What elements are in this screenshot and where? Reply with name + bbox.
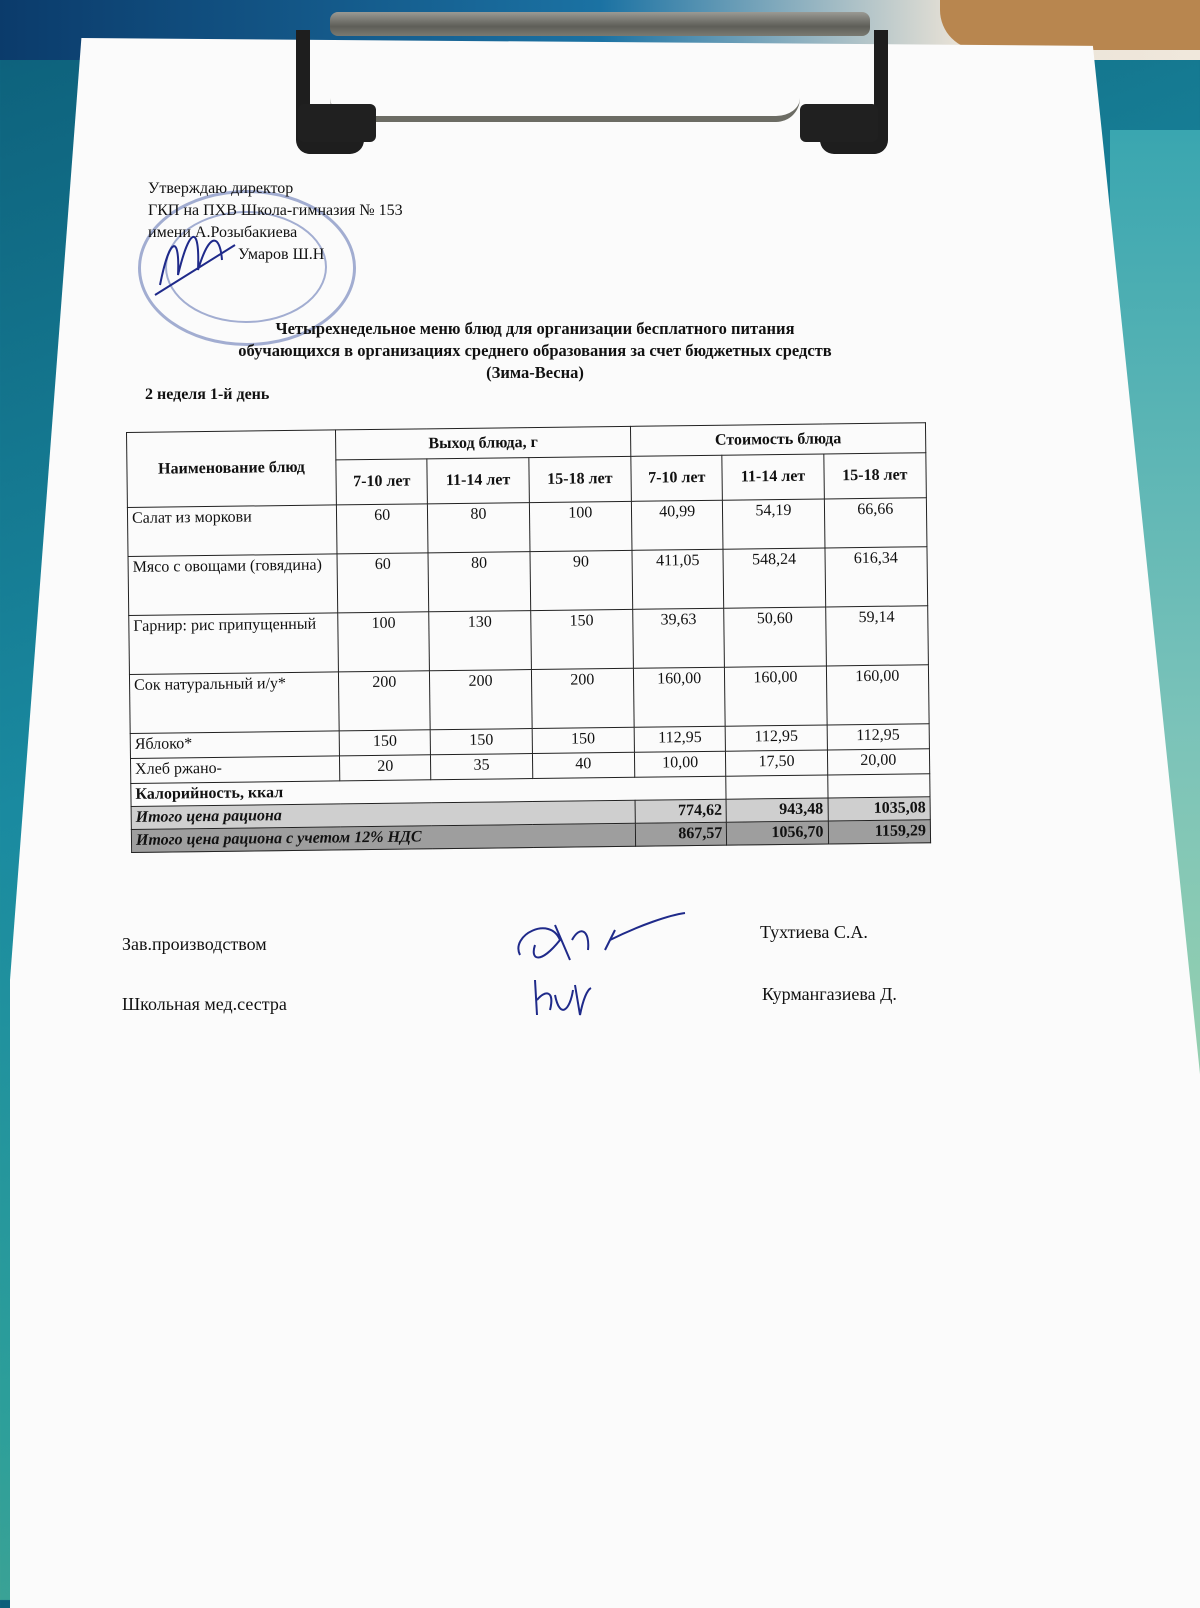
table-row [129,606,929,675]
output-15-18: 100 [529,501,632,551]
output-15-18: 90 [530,550,633,610]
total-vat-15-18: 1159,29 [828,820,931,844]
name-production-head: Тухтиева С.А. [760,922,868,942]
cost-7-10: 160,00 [633,667,725,727]
cost-15-18: 66,66 [824,498,927,548]
output-7-10: 20 [339,755,431,781]
output-11-14: 80 [428,503,530,553]
cost-15-18: 160,00 [826,665,929,725]
header-cost: Стоимость блюда [630,423,925,457]
calories-11-14 [726,775,827,799]
cost-15-18: 616,34 [825,547,928,607]
approval-line-3: имени А.Розыбакиева [148,224,298,241]
output-7-10: 200 [338,671,430,731]
output-7-10: 60 [337,553,429,613]
header-age-cost-1: 7-10 лет [631,455,723,501]
output-15-18: 200 [531,668,634,728]
name-school-nurse: Курмангазиева Д. [762,984,897,1004]
approval-line-2: ГКП на ПХВ Школа-гимназия № 153 [148,202,403,219]
header-age-output-1: 7-10 лет [336,459,428,505]
cost-11-14: 17,50 [726,750,828,776]
approval-block [148,178,403,266]
header-age-output-3: 15-18 лет [528,456,631,502]
cost-11-14: 50,60 [724,607,826,667]
calories-15-18 [827,774,930,798]
total-11-14: 943,48 [726,798,827,822]
total-7-10: 774,62 [635,799,727,823]
cost-15-18: 59,14 [825,606,928,666]
cost-7-10: 411,05 [632,549,724,609]
dish-name: Гарнир: рис припущенный [129,613,339,675]
cost-11-14: 160,00 [725,666,827,726]
output-11-14: 130 [429,611,531,671]
output-11-14: 35 [431,754,533,780]
title-line-3: (Зима-Весна) [486,363,584,382]
header-age-output-2: 11-14 лет [427,458,529,504]
title-line-2: обучающихся в организациях среднего образования за счет бюджетных средств [238,341,832,360]
cost-7-10: 112,95 [634,726,726,752]
menu-table [126,422,931,853]
dish-name: Мясо с овощами (говядина) [128,554,338,616]
title-line-1: Четырехнедельное меню блюд для организации бесплатного питания [275,319,795,338]
cost-7-10: 40,99 [631,500,723,550]
dish-name: Хлеб ржано- [130,756,339,784]
output-11-14: 200 [430,670,532,730]
cost-7-10: 10,00 [634,751,726,777]
cost-7-10: 39,63 [633,608,725,668]
dish-name: Салат из моркови [127,505,337,557]
dish-name: Сок натуральный и/у* [129,672,339,734]
cost-11-14: 112,95 [725,725,827,751]
output-15-18: 150 [530,609,633,669]
total-vat-7-10: 867,57 [635,822,727,846]
output-11-14: 80 [428,552,530,612]
dish-name: Яблоко* [130,731,339,759]
output-7-10: 150 [339,730,431,756]
approval-line-4: Умаров Ш.Н [238,246,325,263]
output-11-14: 150 [431,729,533,755]
role-production-head: Зав.производством [122,934,267,954]
document-title [150,318,920,384]
output-15-18: 150 [532,727,635,753]
cost-15-18: 112,95 [827,724,930,750]
school-nurse-signature [525,960,595,1030]
cost-15-18: 20,00 [827,749,930,775]
table-row [128,547,928,616]
cost-11-14: 548,24 [723,548,825,608]
output-15-18: 40 [532,752,635,778]
approval-line-1: Утверждаю директор [148,180,294,197]
total-vat-11-14: 1056,70 [727,821,828,845]
output-7-10: 60 [336,504,428,554]
total-15-18: 1035,08 [828,797,931,821]
header-dish-name: Наименование блюд [127,430,337,508]
total-label: Итого цена рациона [131,800,635,829]
role-school-nurse: Школьная мед.сестра [122,994,287,1014]
header-age-cost-3: 15-18 лет [823,453,926,499]
header-age-cost-2: 11-14 лет [722,454,824,500]
table-row [129,665,929,734]
output-7-10: 100 [338,612,430,672]
cost-11-14: 54,19 [723,499,825,549]
week-day-label: 2 неделя 1-й день [145,386,270,403]
header-output: Выход блюда, г [335,426,630,460]
total-vat-label: Итого цена рациона с учетом 12% НДС [131,823,635,852]
calories-label: Калорийность, ккал [131,776,727,806]
